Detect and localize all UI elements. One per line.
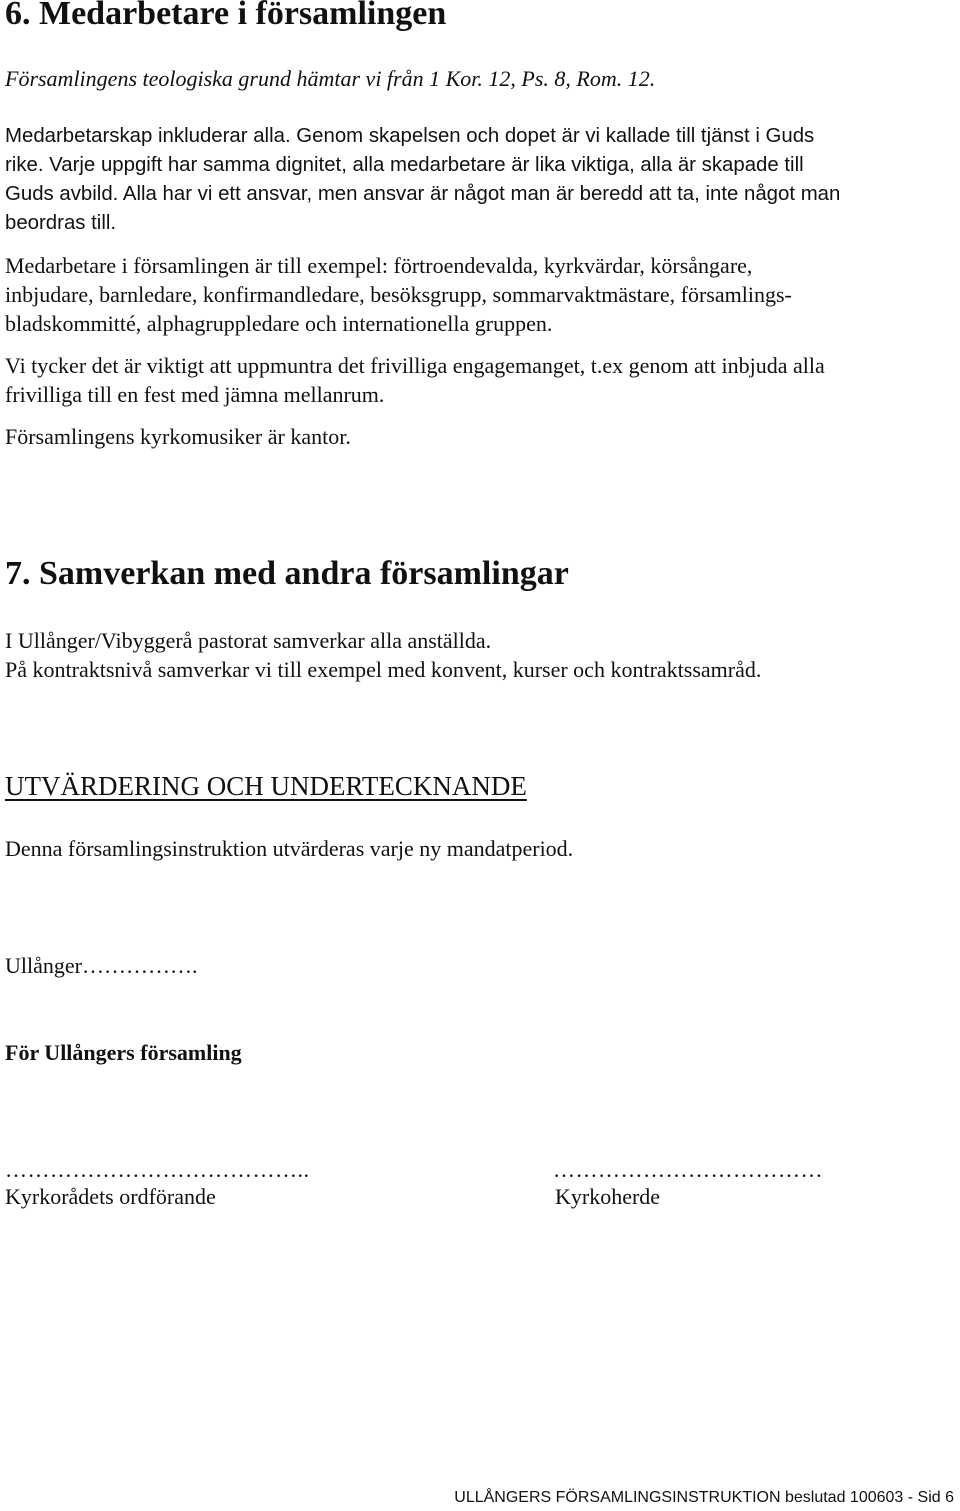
para2-line2: inbjudare, barnledare, konfirmandledare, besöksgrupp, sommarvaktmästare, församlings- [5, 282, 792, 307]
section-7-heading: 7. Samverkan med andra församlingar [5, 555, 569, 592]
section-7-line1: I Ullånger/Vibyggerå pastorat samverkar alla anställda. [5, 628, 492, 653]
parish-name: För Ullångers församling [5, 1040, 242, 1065]
section-6-heading: 6. Medarbetare i församlingen [5, 0, 447, 32]
page-footer: ULLÅNGERS FÖRSAMLINGSINSTRUKTION beslutad 100603 - Sid 6 [454, 1489, 954, 1506]
evaluation-text: Denna församlingsinstruktion utvärderas varje ny mandatperiod. [5, 836, 574, 861]
para4: Församlingens kyrkomusiker är kantor. [5, 424, 351, 449]
signature-label-left: Kyrkorådets ordförande [5, 1184, 216, 1209]
para2-line3: bladskommitté, alphagruppledare och internationella gruppen. [5, 311, 553, 336]
signature-line-left: ………………………………….. [5, 1157, 310, 1182]
section-7-line2: På kontraktsnivå samverkar vi till exempel med konvent, kurser och kontraktssamråd. [5, 657, 762, 682]
para1-line3: Guds avbild. Alla har vi ett ansvar, men ansvar är något man är beredd att ta, inte något man [5, 183, 841, 205]
para3-line1: Vi tycker det är viktigt att uppmuntra det frivilliga engagemanget, t.ex genom att inbjuda alla [5, 353, 825, 378]
para1-line4: beordras till. [5, 212, 117, 234]
para1-line1: Medarbetarskap inkluderar alla. Genom skapelsen och dopet är vi kallade till tjänst i Guds [5, 125, 815, 147]
signature-line-right: ……………………………… [553, 1157, 823, 1182]
evaluation-heading: UTVÄRDERING OCH UNDERTECKNANDE [5, 771, 527, 801]
para1-line2: rike. Varje uppgift har samma dignitet, alla medarbetare är lika viktiga, alla är skapade till [5, 154, 804, 176]
signature-label-right: Kyrkoherde [555, 1184, 661, 1209]
para2-line1: Medarbetare i församlingen är till exempel: förtroendevalda, kyrkvärdar, körsångare, [5, 253, 753, 278]
para3-line2: frivilliga till en fest med jämna mellanrum. [5, 382, 385, 407]
place-date-line: Ullånger……………. [5, 953, 198, 978]
theological-basis: Församlingens teologiska grund hämtar vi från 1 Kor. 12, Ps. 8, Rom. 12. [5, 66, 656, 91]
